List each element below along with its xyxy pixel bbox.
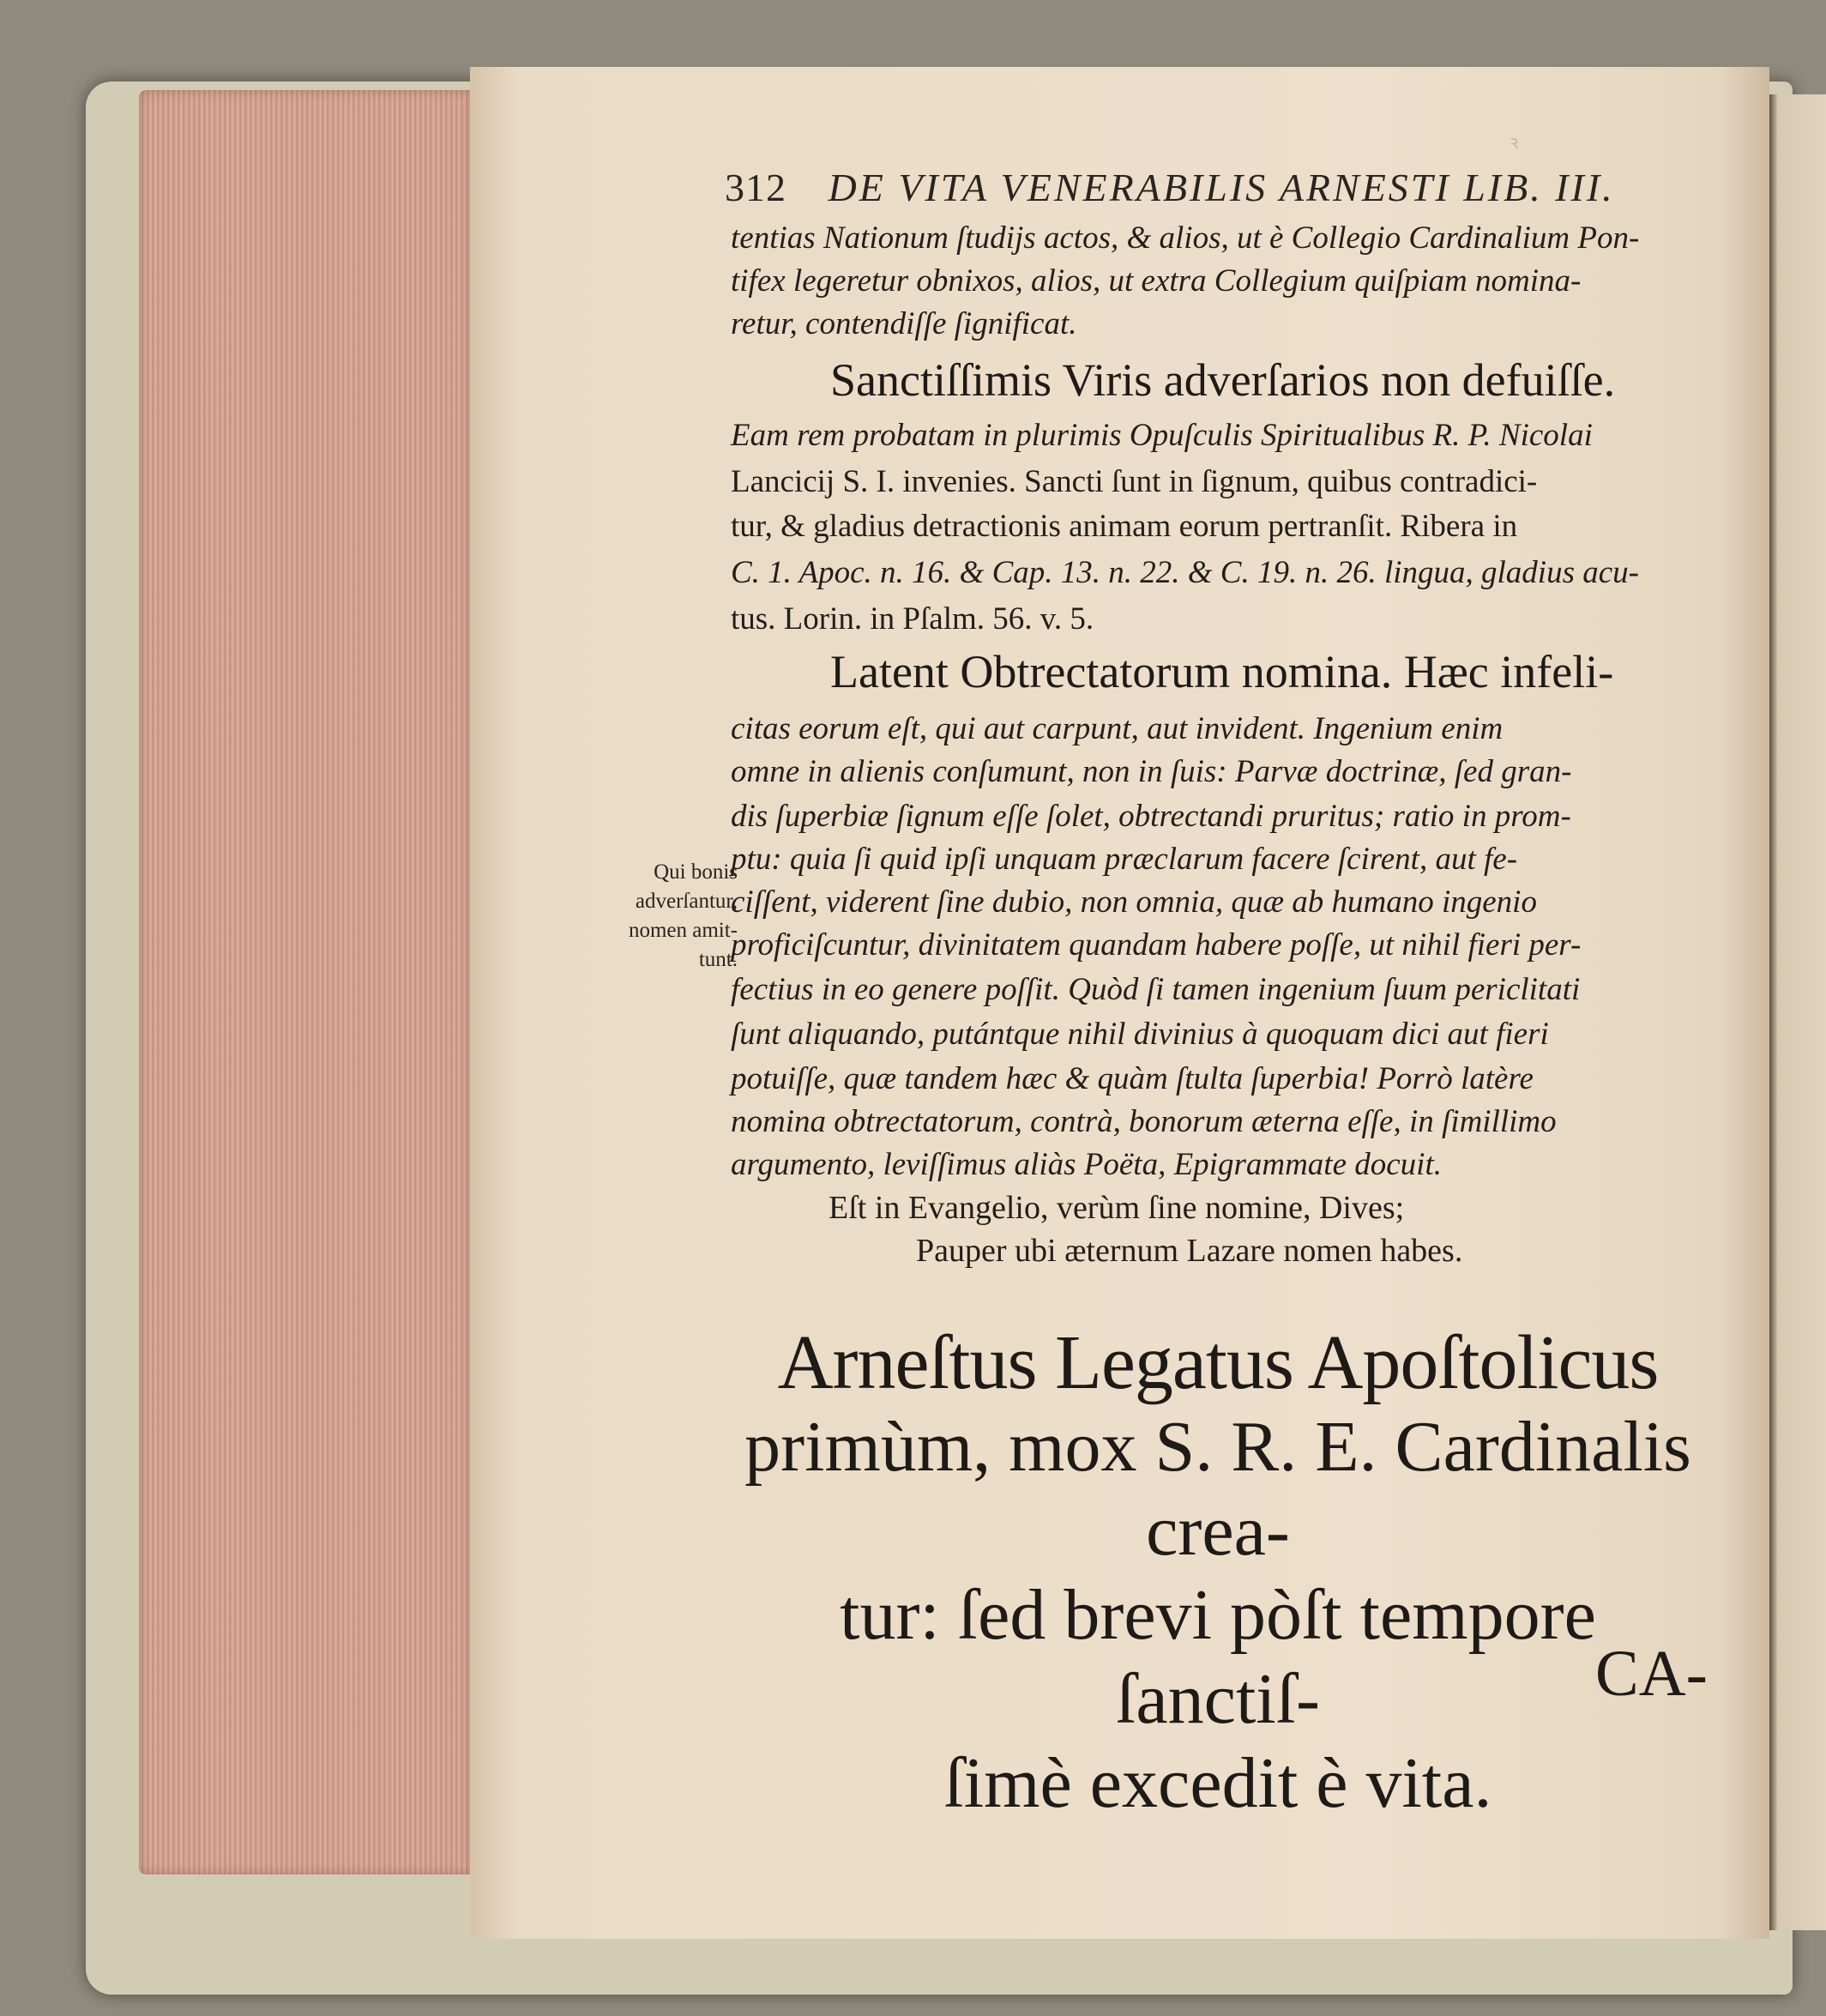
text-line: tentias Nationum ſtudijs actos, & alios, ut è Collegio Cardinalium Pon- [731,220,1640,256]
section-heading: Sanctiſſimis Viris adverſarios non defuiſſe. [830,354,1616,406]
chapter-title-line: Arneſtus Legatus Apoſtolicus [777,1320,1659,1405]
chapter-title-line: tur: ſed brevi pòſt tempore ſanctiſ- [840,1575,1596,1739]
text-line: dis ſuperbiæ ſignum eſſe ſolet, obtrectandi pruritus; ratio in prom- [731,799,1571,834]
text-line: Eam rem probatam in plurimis Opuſculis Spiritualibus R. P. Nicolai [731,418,1593,453]
marginal-note-line: Qui bonis [654,860,738,884]
text-line: tur, & gladius detractionis animam eorum pertranſit. Ribera in [731,509,1518,544]
text-line: tus. Lorin. in Pſalm. 56. v. 5. [731,601,1094,637]
text-line: fectius in eo genere poſſit. Quòd ſi tamen ingenium ſuum periclitati [731,972,1581,1007]
text-line: proficiſcuntur, divinitatem quandam habere poſſe, ut nihil fieri per- [731,927,1582,963]
text-line: C. 1. Apoc. n. 16. & Cap. 13. n. 22. & C. 19. n. 26. lingua, gladius acu- [731,555,1639,590]
running-title: DE VITA VENERABILIS ARNESTI LIB. III. [828,166,1615,209]
text-line: Lancicij S. I. invenies. Sancti ſunt in ſignum, quibus contradici- [731,464,1538,499]
chapter-title-line: primùm, mox S. R. E. Cardinalis crea- [744,1407,1691,1571]
text-line: ſunt aliquando, putántque nihil divinius à quoquam dici aut fieri [731,1017,1549,1052]
bleed-through: ꝛ [1510,131,1519,153]
marginal-note-line: tunt. [698,948,738,971]
text-line: argumento, leviſſimus aliàs Poëta, Epigrammate docuit. [731,1147,1442,1182]
verse-line: Pauper ubi æternum Lazare nomen habes. [916,1233,1463,1269]
text-line: citas eorum eſt, qui aut carpunt, aut invident. Ingenium enim [731,711,1504,746]
chapter-title [729,1321,1707,1826]
page-edges [139,90,472,1874]
catchword: CA- [1595,1638,1708,1710]
marginal-note-line: adverſantur, [635,890,738,913]
page-number: 312 [725,166,786,209]
verse-line: Eſt in Evangelio, verùm ſine nomine, Dives; [829,1190,1405,1226]
text-line: ciſſent, viderent ſine dubio, non omnia, quæ ab humano ingenio [731,884,1537,920]
marginal-note [566,858,738,975]
chapter-title-line: ſimè excedit è vita. [943,1743,1492,1823]
text-line: nomina obtrectatorum, contrà, bonorum æterna eſſe, in ſimillimo [731,1104,1557,1139]
text-line: potuiſſe, quæ tandem hæc & quàm ſtulta ſuperbia! Porrò latère [731,1061,1534,1096]
text-line: ptu: quia ſi quid ipſi unquam præclarum facere ſcirent, aut fe- [731,842,1518,877]
section-heading: Latent Obtrectatorum nomina. Hæc infeli- [830,646,1614,697]
right-page-edge [1769,94,1826,1930]
marginal-note-line: nomen amit- [628,919,738,942]
text-line: tifex legeretur obnixos, alios, ut extra Collegium quiſpiam nomina- [731,263,1582,299]
text-line: omne in alienis conſumunt, non in ſuis: Parvæ doctrinæ, ſed gran- [731,754,1572,789]
text-line: retur, contendiſſe ſignificat. [731,306,1077,341]
running-header [725,165,1694,210]
